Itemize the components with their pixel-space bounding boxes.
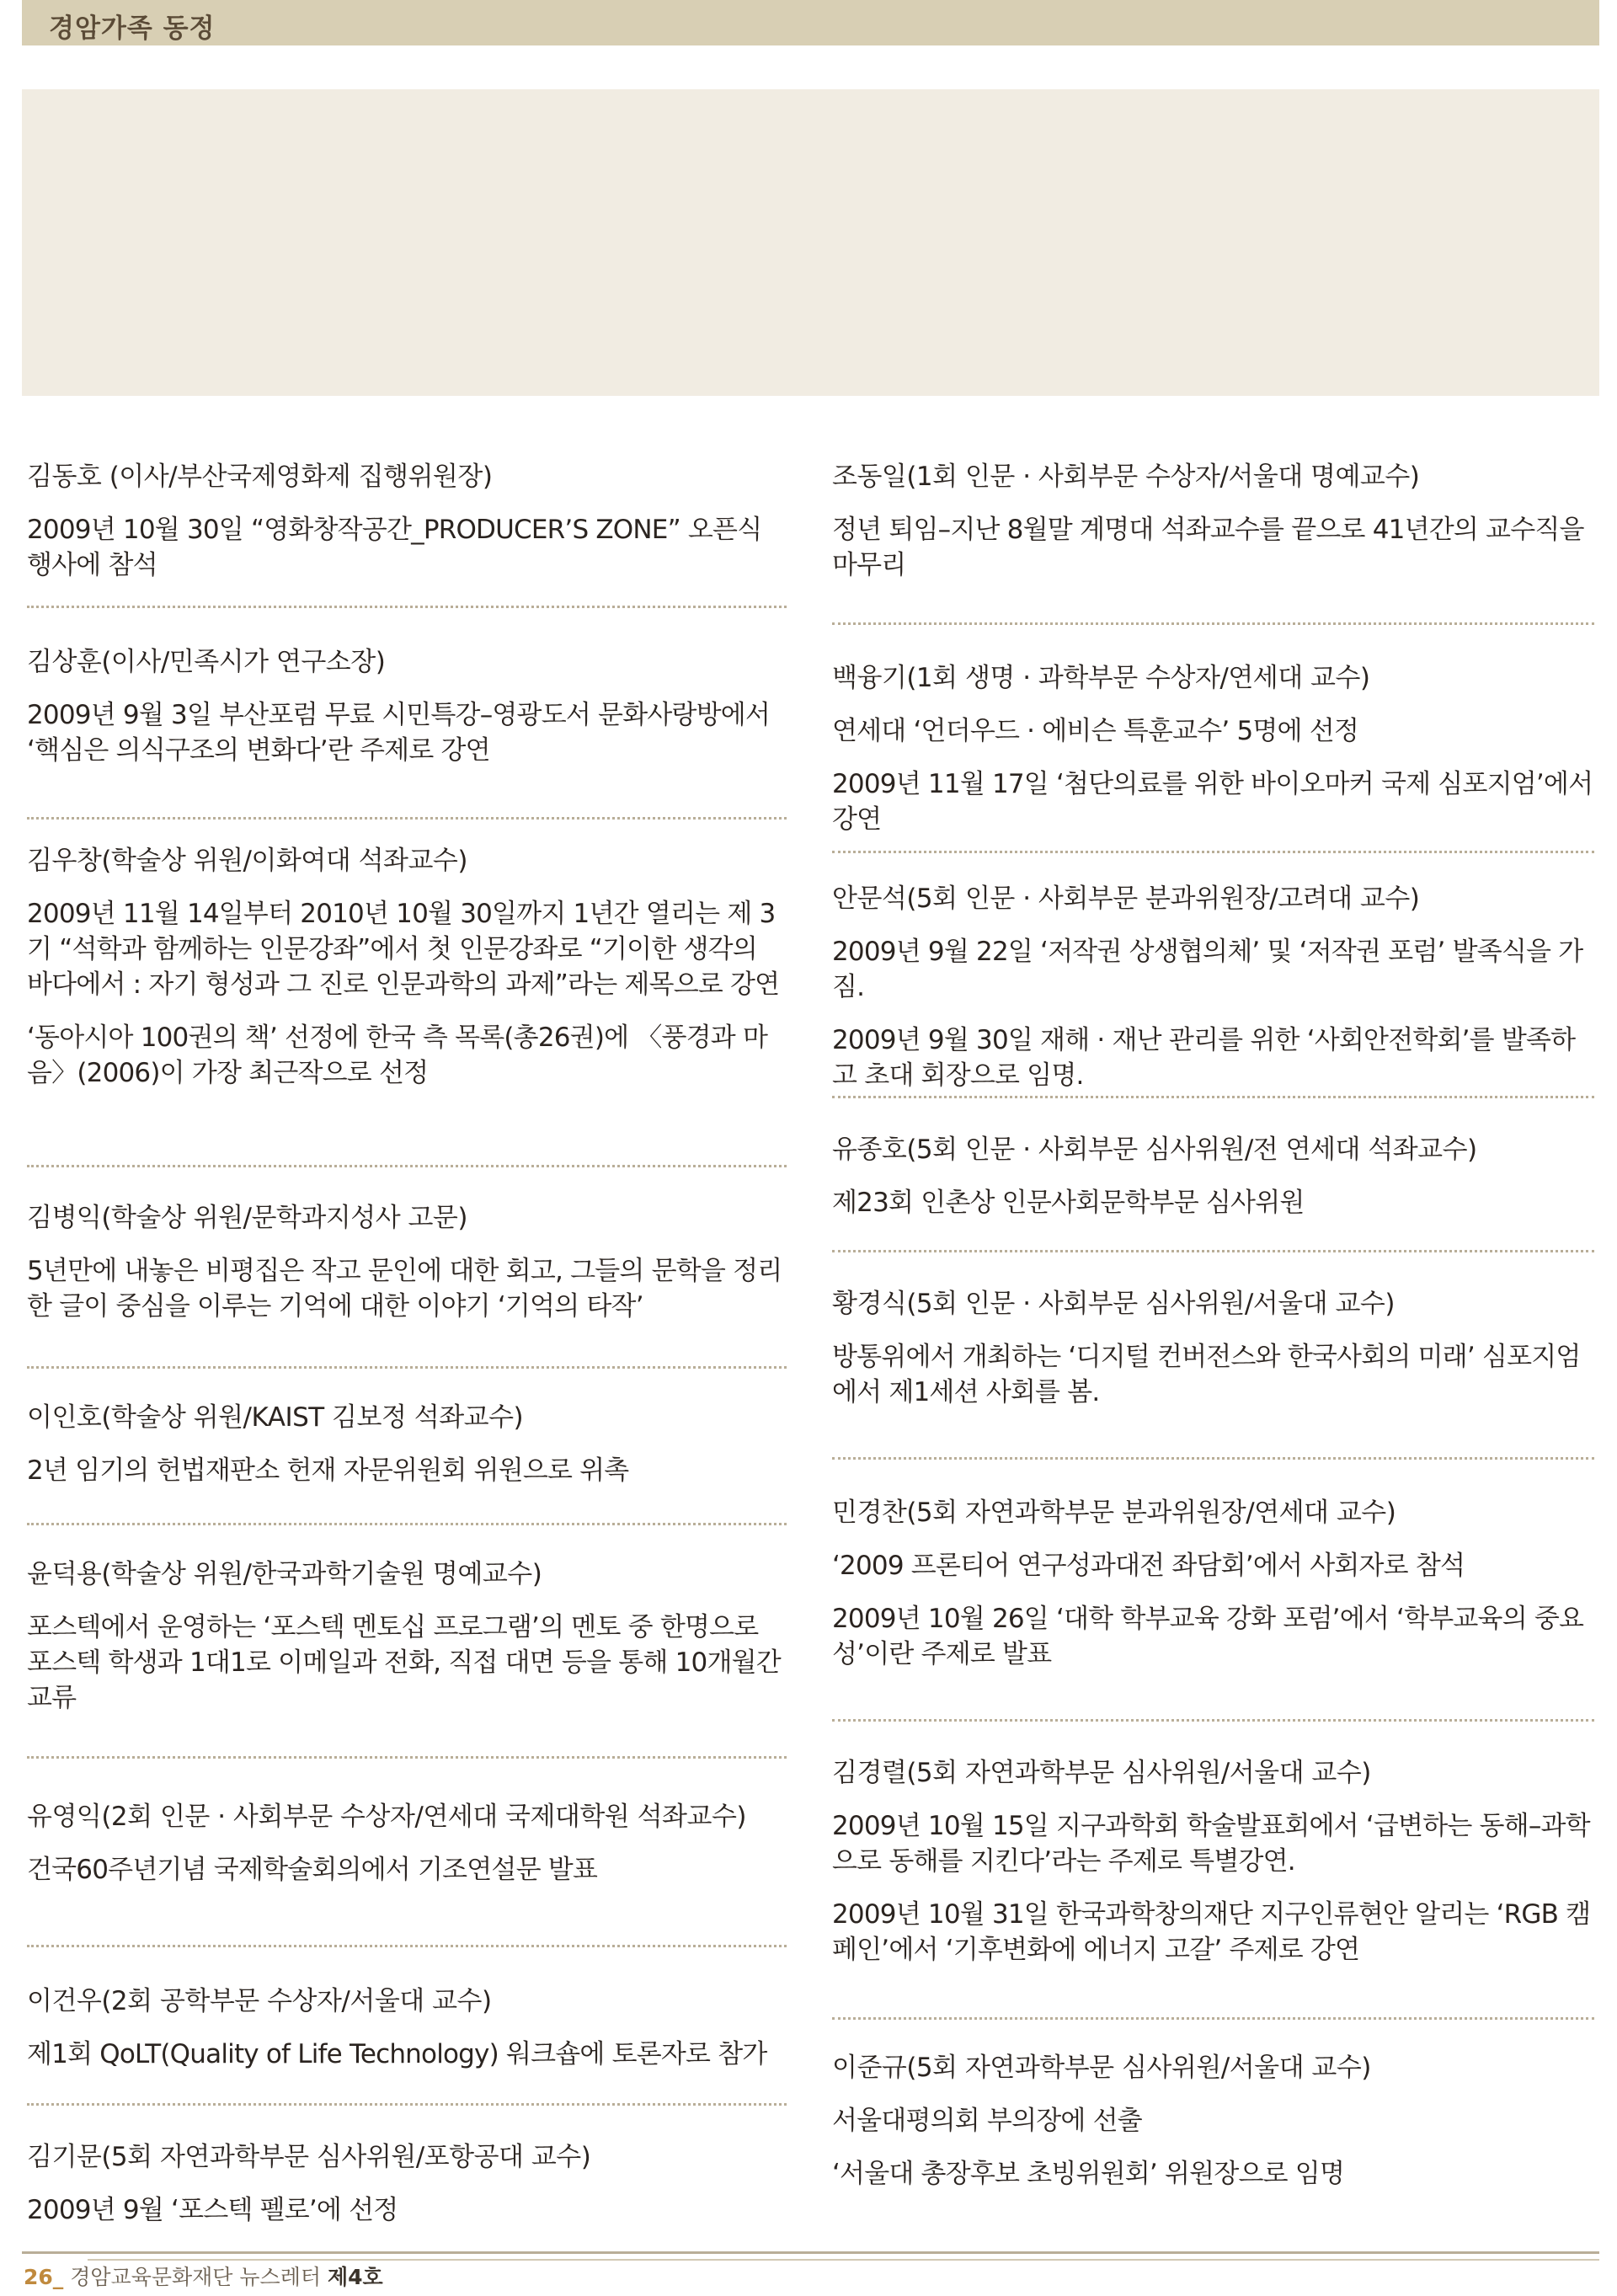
entry-detail: 연세대 ‘언더우드 · 에비슨 특훈교수’ 5명에 선정: [832, 716, 1359, 746]
news-entry: [832, 1098, 1594, 1252]
entry-detail: 5년만에 내놓은 비평집은 작고 문인에 대한 회고, 그들의 문학을 정리한 글이 중심을 이루는 기억에 대한 이야기 ‘기억의 타작’: [27, 1256, 782, 1322]
entry-detail: 방통위에서 개최하는 ‘디지털 컨버전스와 한국사회의 미래’ 심포지엄에서 제1세션 사회를 봄.: [832, 1342, 1581, 1407]
entry-detail: 2009년 11월 17일 ‘첨단의료를 위한 바이오마커 국제 심포지엄’에서 강연: [832, 769, 1593, 835]
entry-detail: 2009년 9월 22일 ‘저작권 상생협의체’ 및 ‘저작권 포럼’ 발족식을 가짐.: [832, 937, 1583, 1002]
entry-detail: 2009년 10월 15일 지구과학회 학술발표회에서 ‘급변하는 동해–과학으로 동해를 지킨다’라는 주제로 특별강연.: [832, 1811, 1590, 1877]
entry-person: 김동호 (이사/부산국제영화제 집행위원장): [27, 462, 493, 492]
news-entry: [27, 1167, 787, 1369]
entry-detail: 제23회 인촌상 인문사회문학부문 심사위원: [832, 1188, 1305, 1218]
footer-divider-thin: [88, 2259, 1599, 2261]
entry-person: 백융기(1회 생명 · 과학부문 수상자/연세대 교수): [832, 663, 1370, 693]
entry-detail: 정년 퇴임–지난 8월말 계명대 석좌교수를 끝으로 41년간의 교수직을 마무리: [832, 515, 1584, 580]
news-entry: [832, 459, 1594, 625]
entry-detail: 포스텍에서 운영하는 ‘포스텍 멘토십 프로그램’의 멘토 중 한명으로 포스텍 학생과 1대1로 이메일과 전화, 직접 대면 등을 통해 10개월간 교류: [27, 1612, 781, 1713]
section-title: 경암가족 동정: [49, 13, 216, 44]
entry-detail: 2009년 9월 30일 재해 · 재난 관리를 위한 ‘사회안전학회’를 발족하고 초대 회장으로 임명.: [832, 1025, 1576, 1091]
entry-detail: 건국60주년기념 국제학술회의에서 기조연설문 발표: [27, 1855, 598, 1885]
news-entry: [832, 1722, 1594, 2020]
right-column: [832, 459, 1594, 2209]
entry-detail: 2009년 9월 ‘포스텍 펠로’에 선정: [27, 2195, 398, 2225]
entry-detail: 서울대평의회 부의장에 선출: [832, 2106, 1142, 2136]
entry-person: 민경찬(5회 자연과학부문 분과위원장/연세대 교수): [832, 1498, 1396, 1528]
entry-detail: 2009년 10월 31일 한국과학창의재단 지구인류현안 알리는 ‘RGB 캠페인’에서 ‘기후변화에 에너지 고갈’ 주제로 강연: [832, 1899, 1591, 1965]
entry-person: 윤덕용(학술상 위원/한국과학기술원 명예교수): [27, 1559, 542, 1589]
photo-placeholder: [22, 89, 1599, 396]
news-entry: [27, 1947, 787, 2106]
entry-person: 조동일(1회 인문 · 사회부문 수상자/서울대 명예교수): [832, 462, 1420, 492]
entry-person: 김병익(학술상 위원/문학과지성사 고문): [27, 1203, 467, 1233]
entry-person: 김경렬(5회 자연과학부문 심사위원/서울대 교수): [832, 1758, 1371, 1788]
entry-person: 이인호(학술상 위원/KAIST 김보정 석좌교수): [27, 1402, 524, 1433]
entry-person: 유영익(2회 인문 · 사회부문 수상자/연세대 국제대학원 석좌교수): [27, 1802, 746, 1832]
entry-detail: ‘서울대 총장후보 초빙위원회’ 위원장으로 임명: [832, 2159, 1345, 2189]
entry-detail: 2009년 9월 3일 부산포럼 무료 시민특강–영광도서 문화사랑방에서 ‘핵심은 의식구조의 변화다’란 주제로 강연: [27, 700, 771, 766]
entry-detail: 제1회 QoLT(Quality of Life Technology) 워크숍에 토론자로 참가: [27, 2039, 767, 2069]
footer-divider: [22, 2251, 1599, 2254]
page-number-separator: _: [52, 2265, 64, 2289]
left-column: [27, 459, 787, 2245]
page-number: 26: [24, 2265, 53, 2289]
news-entry: [832, 1460, 1594, 1722]
news-entry: [832, 625, 1594, 853]
news-entry: [832, 1252, 1594, 1460]
entry-detail: ‘2009 프론티어 연구성과대전 좌담회’에서 사회자로 참석: [832, 1551, 1465, 1581]
news-entry: [27, 608, 787, 820]
entry-detail: 2년 임기의 헌법재판소 헌재 자문위원회 위원으로 위촉: [27, 1455, 629, 1486]
entry-person: 이준규(5회 자연과학부문 심사위원/서울대 교수): [832, 2053, 1371, 2083]
news-entry: [832, 853, 1594, 1098]
entry-person: 황경식(5회 인문 · 사회부문 심사위원/서울대 교수): [832, 1289, 1395, 1319]
news-entry: [27, 1759, 787, 1947]
entry-person: 유종호(5회 인문 · 사회부문 심사위원/전 연세대 석좌교수): [832, 1135, 1477, 1165]
entry-person: 김상훈(이사/민족시가 연구소장): [27, 647, 386, 677]
section-header-bar: [22, 0, 1599, 45]
entry-person: 이건우(2회 공학부문 수상자/서울대 교수): [27, 1986, 492, 2016]
entry-detail: ‘동아시아 100권의 책’ 선정에 한국 측 목록(총26권)에 〈풍경과 마음〉(2006)이 가장 최근작으로 선정: [27, 1023, 768, 1088]
newsletter-name: 경암교육문화재단 뉴스레터: [70, 2265, 321, 2289]
news-entry: [27, 2106, 787, 2228]
news-entry: [27, 459, 787, 608]
entry-detail: 2009년 11월 14일부터 2010년 10월 30일까지 1년간 열리는 제 3기 “석학과 함께하는 인문강좌”에서 첫 인문강좌로 “기이한 생각의 바다에서 : 자기 형성과 그 진로 인문과학의 과제”라는 제목으로 강연: [27, 899, 780, 1000]
entry-detail: 2009년 10월 26일 ‘대학 학부교육 강화 포럼’에서 ‘학부교육의 중요성’이란 주제로 발표: [832, 1604, 1584, 1669]
entry-person: 김우창(학술상 위원/이화여대 석좌교수): [27, 846, 467, 876]
news-entry: [27, 1369, 787, 1525]
entry-person: 안문석(5회 인문 · 사회부문 분과위원장/고려대 교수): [832, 884, 1420, 914]
entry-person: 김기문(5회 자연과학부문 심사위원/포항공대 교수): [27, 2142, 591, 2172]
page-footer: [24, 2264, 383, 2291]
news-entry: [27, 820, 787, 1167]
news-entry: [27, 1525, 787, 1759]
news-entry: [832, 2020, 1594, 2192]
entry-detail: 2009년 10월 30일 “영화창작공간_PRODUCER’S ZONE” 오픈식 행사에 참석: [27, 515, 762, 580]
issue-number: 제4호: [327, 2265, 383, 2289]
